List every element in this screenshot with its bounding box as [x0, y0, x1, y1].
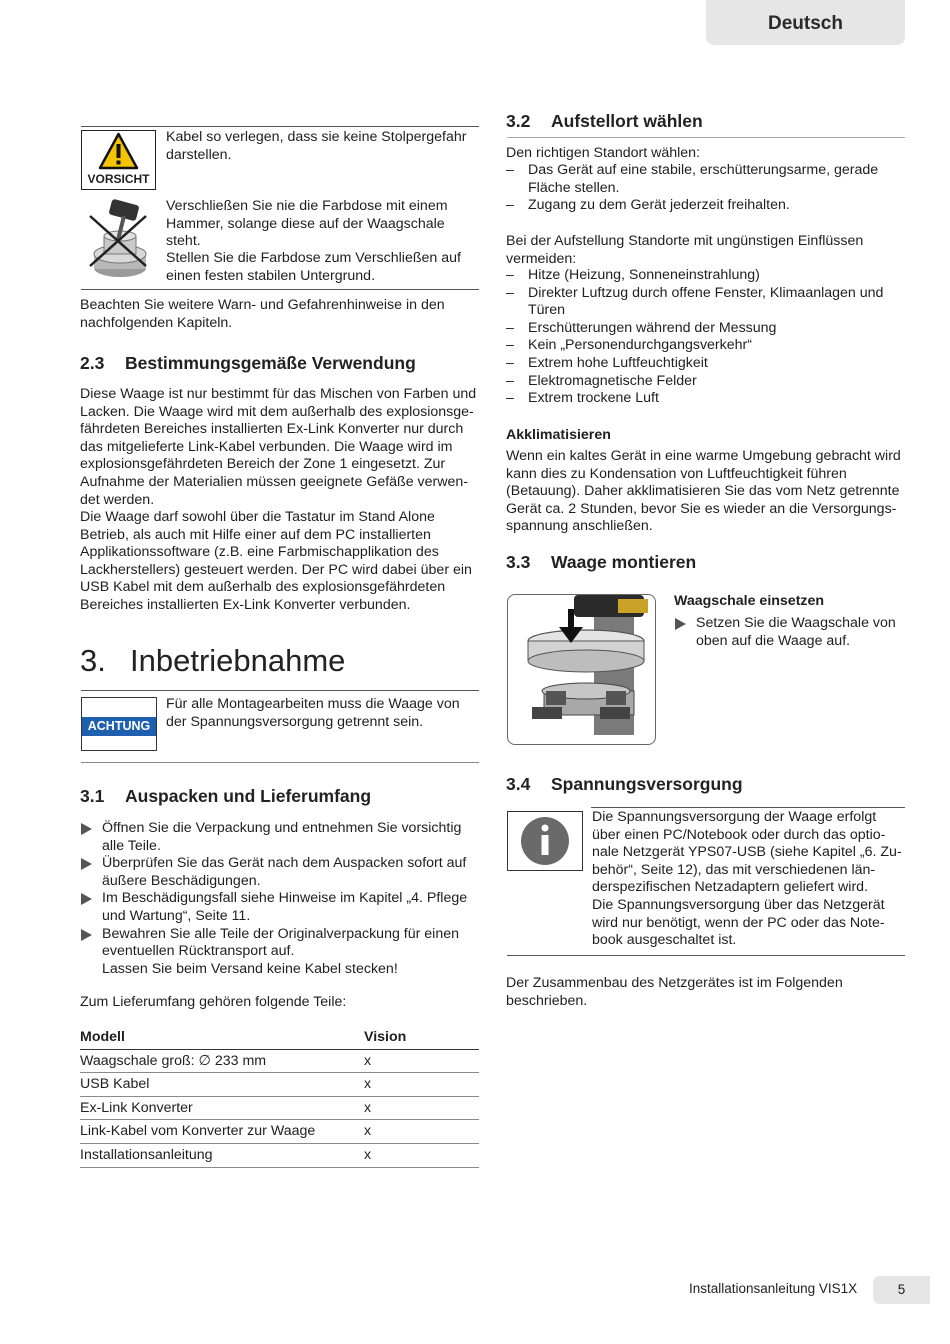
table-cell: USB Kabel: [80, 1073, 364, 1097]
power-supply-assembly-note: Der Zusammenbau des Netzgerätes ist im Folgenden beschrieben.: [506, 975, 843, 1009]
delivery-scope-table: [80, 1026, 479, 1168]
power-supply-info-paragraph-1: Die Spannungsversorgung der Waage erfolgt über einen PC/Notebook oder durch das optionale Netzgerät YPS07-USB (siehe Kapitel „6. Zubehör“, Seite 12), das mit verschiedenen länderspezifischen Netzadaptern geliefert wird.: [592, 809, 902, 896]
page-number: 5: [873, 1276, 930, 1304]
table-cell: Installationsanleitung: [80, 1143, 364, 1167]
divider: [507, 955, 905, 956]
table-cell: x: [364, 1096, 479, 1120]
divider: [591, 807, 905, 808]
table-header-cell: Vision: [364, 1026, 479, 1049]
warning-triangle-icon: [82, 131, 155, 171]
divider: [81, 762, 479, 763]
mount-pan-illustration: [507, 594, 656, 745]
table-row: [80, 1143, 479, 1167]
arrow-bullet-icon: [81, 893, 92, 905]
table-cell: Ex-Link Konverter: [80, 1096, 364, 1120]
list-item: – Elektromagnetische Felder: [506, 373, 906, 391]
table-row: [80, 1049, 479, 1073]
table-header-row: [80, 1026, 479, 1049]
list-item: Im Beschädigungsfall siehe Hinweise im Kapitel „4. Pflege und Wartung“, Seite 11.: [80, 890, 480, 925]
list-item: – Extrem hohe Luftfeuchtigkeit: [506, 355, 906, 373]
attention-badge-label: ACHTUNG: [82, 717, 156, 736]
list-item: – Zugang zu dem Gerät jederzeit freihalten.: [506, 197, 906, 215]
attention-text: Für alle Montagearbeiten muss die Waage von der Spannungsversorgung getrennt sein.: [166, 696, 460, 730]
attention-badge: [81, 697, 157, 751]
divider: [507, 137, 905, 138]
section-heading-3-4: 3.4 Spannungsversorgung: [506, 774, 743, 794]
table-cell: x: [364, 1120, 479, 1144]
intended-use-paragraph-1: Diese Waage ist nur bestimmt für das Mischen von Farben und Lacken. Die Waage wird mit dem außerhalb des explosionsgefährdeten Bereiches installierten Ex-Link Konverter nur durch das mitgelieferte Link-Kabel verbunden. Die Waage wird im explosionsgefährdeten Bereich der Zone 1 eingesetzt. Zur Aufnahme der Materialien müssen geeignete Gefäße verwendet werden.: [80, 386, 477, 508]
info-badge: [507, 811, 583, 871]
scope-intro: Zum Lieferumfang gehören folgende Teile:: [80, 994, 347, 1010]
caution-badge: [81, 130, 156, 190]
arrow-bullet-icon: [675, 618, 686, 630]
hammer-on-scale-illustration: [80, 196, 158, 282]
list-item: Bewahren Sie alle Teile der Originalverpackung für einen eventuellen Rücktransport auf.: [80, 926, 480, 961]
list-item: – Direkter Luftzug durch offene Fenster, Klimaanlagen und Türen: [506, 285, 906, 320]
hammer-instruction-text: Stellen Sie die Farbdose zum Verschließen auf einen festen stabilen Untergrund.: [166, 250, 461, 284]
table-cell: x: [364, 1049, 479, 1073]
table-row: [80, 1073, 479, 1097]
location-avoid-intro: Bei der Aufstellung Standorte mit ungünstigen Einflüssen vermeiden:: [506, 233, 864, 267]
chapter-heading-3: 3. Inbetriebnahme: [80, 643, 346, 678]
arrow-bullet-icon: [81, 929, 92, 941]
divider: [81, 126, 479, 127]
table-cell: Link-Kabel vom Konverter zur Waage: [80, 1120, 364, 1144]
table-header-cell: Modell: [80, 1026, 364, 1049]
table-cell: x: [364, 1143, 479, 1167]
section-heading-3-1: 3.1 Auspacken und Lieferumfang: [80, 786, 372, 806]
mount-sub-heading: Waagschale einsetzen: [674, 593, 825, 609]
location-avoid-list: [506, 267, 906, 408]
caution-text: Kabel so verlegen, dass sie keine Stolpergefahr darstellen.: [166, 129, 467, 163]
arrow-bullet-icon: [81, 823, 92, 835]
table-cell: Waagschale groß: ∅ 233 mm: [80, 1049, 364, 1073]
list-item: – Extrem trockene Luft: [506, 390, 906, 408]
location-choose-list: [506, 162, 906, 215]
divider: [81, 690, 479, 691]
scale-pan-mounting-icon: [508, 595, 655, 744]
hammer-warning-text: Verschließen Sie nie die Farbdose mit einem Hammer, solange diese auf der Waagschale steht.: [166, 198, 448, 250]
acclimatize-heading: Akklimatisieren: [506, 427, 611, 443]
list-item: – Erschütterungen während der Messung: [506, 320, 906, 338]
location-intro: Den richtigen Standort wählen:: [506, 145, 701, 161]
acclimatize-paragraph: Wenn ein kaltes Gerät in eine warme Umgebung gebracht wird kann dies zu Kondensation von Luftfeuchtigkeit führen (Betauung). Daher akklimatisieren Sie das vom Netz getrennte Gerät ca. 2 Stunden, bevor Sie es wieder an die Versorgungsspannung anschließen.: [506, 448, 901, 535]
unpacking-steps: [80, 820, 480, 978]
footer-document-title: Installationsanleitung VIS1X: [689, 1281, 858, 1296]
arrow-bullet-icon: [81, 858, 92, 870]
divider: [81, 289, 479, 290]
intended-use-paragraph-2: Die Waage darf sowohl über die Tastatur im Stand Alone Betrieb, als auch mit Hilfe einer auf dem PC installierten Applikationssoftware (z.B. eine Farbmischapplikation des Lackherstellers) gesteuert werden. Der PC wird dabei über ein USB Kabel mit dem außerhalb des explosionsgefährdeten Bereiches installierten Ex-Link Konverter verbunden.: [80, 509, 472, 613]
list-item: Überprüfen Sie das Gerät nach dem Auspacken sofort auf äußere Beschädigungen.: [80, 855, 480, 890]
table-row: [80, 1120, 479, 1144]
list-item: – Hitze (Heizung, Sonneneinstrahlung): [506, 267, 906, 285]
section-heading-2-3: 2.3 Bestimmungsgemäße Verwendung: [80, 353, 416, 373]
further-warnings-note: Beachten Sie weitere Warn- und Gefahrenhinweise in den nachfolgenden Kapiteln.: [80, 297, 445, 331]
info-icon: [508, 812, 582, 870]
language-tab: Deutsch: [706, 0, 905, 45]
caution-badge-label: VORSICHT: [87, 172, 150, 186]
power-supply-info-paragraph-2: Die Spannungsversorgung über das Netzgerät wird nur benötigt, wenn der PC oder das Notebook ausgeschaltet ist.: [592, 897, 885, 949]
list-item-continuation: Lassen Sie beim Versand keine Kabel stecken!: [102, 960, 398, 977]
section-heading-3-2: 3.2 Aufstellort wählen: [506, 111, 703, 131]
section-heading-3-3: 3.3 Waage montieren: [506, 552, 697, 572]
mount-steps: [674, 615, 904, 650]
list-item: – Das Gerät auf eine stabile, erschütterungsarme, gerade Fläche stellen.: [506, 162, 906, 197]
list-item: Öffnen Sie die Verpackung und entnehmen Sie vorsichtig alle Teile.: [80, 820, 480, 855]
list-item: Setzen Sie die Waagschale von oben auf die Waage auf.: [674, 615, 904, 650]
table-cell: x: [364, 1073, 479, 1097]
table-row: [80, 1096, 479, 1120]
list-item: – Kein „Personendurchgangsverkehr“: [506, 337, 906, 355]
